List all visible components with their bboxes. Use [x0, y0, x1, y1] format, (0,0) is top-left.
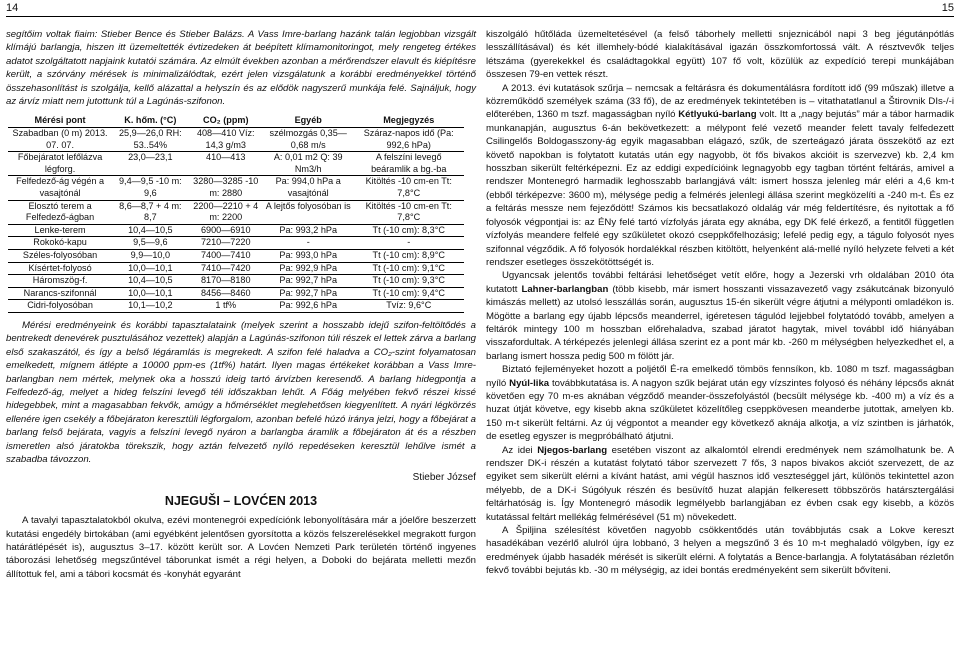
- table-cell: 1 tf%: [189, 300, 263, 313]
- table-cell: Pa: 992,7 hPa: [263, 275, 353, 288]
- table-row: [8, 152, 464, 176]
- intro-paragraph: segítőim voltak fiaim: Stieber Bence és Stieber Balázs. A Vass Imre-barlang hazánk talán legjobban vizsgált klímájú barlangja, hiszen itt üzemeltették évtizedeken át beépített klímamonitoringot, mely rengeteg értékes adatot szolgáltatott napjaink kutatói számára. Az elmúlt években azonban a mérőrendszer elavult és kiépítésre került, a szórvány mérések is minimalizálódtak, ezért jelen vizsgálatunk a korábbi eredményekkel történő összehasonlítást is szolgálja, kellő alázattal a helyszín és az elődök nagyszerű munkája felé. Sajnáljuk, hogy az árvíz miatt nem jutottunk túl a Lagúnás-szifonon.: [6, 29, 476, 108]
- text-span: (több kisebb, már ismert hosszanti vissazavezető vagy zsákutcának bizonyuló kimászás mellett) az utolsó lesszállás során, augusztus 15-én sikerült végre átjutni a mélyponti omladékon is. Mögötte a barlang egy újabb lépcsős meanderrel, igéretesen tágulód lejjebbel folytatódó tovább, amelyen a feltárók mintegy 100 m hosszban előrehaladva, szabad járatot hagytak, mivel továbbl idő hiányában visszafordultak. A térképezés jelenlegi állása szerint ez a pont már kb. -260 m mélységben helyezkedhet el, a barlang ismert hossza pedig 500 m fölött jár.: [486, 283, 954, 362]
- table-cell: Szabadban (0 m) 2013. 07. 07.: [8, 128, 112, 152]
- table-cell: 8170—8180: [189, 275, 263, 288]
- table-cell: Elosztó terem a Felfedező-ágban: [8, 200, 112, 224]
- table-header: Megjegyzés: [353, 115, 464, 127]
- right-paragraph-1: kiszolgáló hűtőláda üzemeltetésével (a felső táborhely melletti snjeznicából napi 3 beg jégutánpótlás lesszállításával) és két illemhely-bódé kialakításával igazán összkomfortossá vált. A résztvevők teljes létszáma (gyerekekkel és családtagokkal együtt) 107 fő volt, közülük az expedíció terepi munkájában összesen 79-en vettek részt.: [486, 29, 954, 81]
- table-cell: Tvíz: 9,6°C: [353, 300, 464, 313]
- table-cell: Főbejáratot lefőlázva légforg.: [8, 152, 112, 176]
- table-cell: Pa: 992,9 hPa: [263, 262, 353, 275]
- table-header: Egyéb: [263, 115, 353, 127]
- table-cell: szélmozgás 0,35—0,68 m/s: [263, 128, 353, 152]
- table-cell: 7410—7420: [189, 262, 263, 275]
- table-cell: 8,6—8,7 + 4 m: 8,7: [112, 200, 188, 224]
- right-paragraph-5: [486, 444, 954, 524]
- text-span: Biztató fejleményeket hozott a poljétől É-ra emelkedő tömbös fennsíkon, kb. 1080 m tszf. magasságban nyíló: [486, 364, 954, 389]
- table-cell: Száraz-napos idő (Pa: 992,6 hPa): [353, 128, 464, 152]
- table-cell: -: [263, 237, 353, 250]
- header-rule: [6, 16, 954, 17]
- table-cell: 9,9—10,0: [112, 249, 188, 262]
- text-span: esetében viszont az alkalomtól elrendi eredmények nem számolhatunk be. A rendszer DK-i részén a kutatást folytató tábor szervezett 7 fős, 3 napos bivakos akciót szervezett, de az egyiket sem sikerült elérni a kívánt hatást, ami végül hasznos idő veszteséggel járt, különös tekintettel azon mélyebb, de a DK-i Súgólyuk részén és besüvítő huzat alapján felkeresett többszörös határsztergálási feltárhatóság is. Így Montenegró második legmélyebb barlangjában ez évben csak egy kisebb, a közös kutatással feltárt mellékág felmérésével (51 m) növekedett.: [486, 444, 954, 523]
- table-cell: 10,4—10,5: [112, 275, 188, 288]
- table-cell: 7210—7220: [189, 237, 263, 250]
- table-cell: Tt (-10 cm): 9,3°C: [353, 275, 464, 288]
- table-row: [8, 287, 464, 300]
- table-cell: 9,5—9,6: [112, 237, 188, 250]
- table-cell: Felfedező-ág végén a vasajtónál: [8, 176, 112, 200]
- cave-name-bold: Njegos-barlang: [537, 444, 608, 456]
- text-span: volt. Itt a „nagy bejutás” már a tábor harmadik munkanapján, augusztus 6-án bekövetkezett: a mélypont felé vezető meander felett tavaly felfedezett Csilingelős Boldogasszony-ág egyik magasabban elágazó, szűk, de szerteágazó járata összekötő az ezt követő napokban is folytatott kutatás után egy nagyobb, öt fős bivakos akcióit is szervezve) kb. 2,4 km hosszban sikerült feltérképezni. Ez az eddigi expedícióink legnagyobb egy tagban történt feltárás, amivel a rendszer Montenegró harmadik leghosszabb barlangjává vált: ismert hossza jelenleg már eléri a 4,6 km-t (ebből térképezve: 3600 m), mélysége pedig a felmérés jelenlegi állása szerint megközelíti a -240 m-t. És ez a feltárás messze nem fejeződött! Számos kis becsatlakozó oldalág vár még feldertítésre, és nyitottak a fő folyosók végpontjai is: az ÉNy felé tartó vízfolyás járata egy aknába, egy DK felé érkező, a fentitől független vízfolyás meandere felfelé egy szűkületet okozó cseppkőfelhozásig; lefelé pedig egy, a tágulo folyosót nyes szifonnal végződik. A fő folyosók hordalékkal részben kitöltött, helyenként alá-mellé nyíló helyzete felveti a két rendszer esetleges összekötöttségét is.: [486, 109, 954, 268]
- table-cell: A: 0,01 m2 Q: 39 Nm3/h: [263, 152, 353, 176]
- right-paragraph-3: [486, 269, 954, 363]
- table-row: [8, 176, 464, 200]
- table-cell: Narancs-szifonnál: [8, 287, 112, 300]
- table-cell: Cidri-folyosóban: [8, 300, 112, 313]
- table-cell: 10,0—10,1: [112, 262, 188, 275]
- table-header-row: [8, 115, 464, 127]
- table-cell: 25,9—26,0 RH: 53..54%: [112, 128, 188, 152]
- table-cell: Pa: 992,6 hPa: [263, 300, 353, 313]
- table-cell: Kitöltés -10 cm-en Tt: 7,8°C: [353, 176, 464, 200]
- table-cell: 10,4—10,5: [112, 224, 188, 237]
- table-cell: 410—413: [189, 152, 263, 176]
- table-header: K. hőm. (°C): [112, 115, 188, 127]
- measurement-table: [8, 115, 464, 313]
- table-cell: Lenke-terem: [8, 224, 112, 237]
- table-cell: Tt (-10 cm): 8,3°C: [353, 224, 464, 237]
- right-column: [486, 28, 954, 578]
- text-span: Az idei: [502, 444, 538, 456]
- table-cell: Kitöltés -10 cm-en Tt: 7,8°C: [353, 200, 464, 224]
- table-header: CO₂ (ppm): [189, 115, 263, 127]
- table-cell: A lejtős folyosóban is: [263, 200, 353, 224]
- analysis-paragraph: Mérési eredményeink és korábbi tapasztalataink (melyek szerint a hosszabb idejű szifon-feltöltődés a bentrekedt denevérek pusztulásához vezettek) alapján a Lagúnás-szifonon túli részek el lettek zárva a barlang első szakaszától, és így a belső légáramlás is megrekedt. A szifon felé haladva a CO₂-szint folyamatosan emelkedett, mígnem átlépte a 10000 ppm-es (1tf%) határt. Ilyen magas értékeket korábban a Vass Imre-barlangban nem mértek, melynek oka a hosszú ideig tartó árvízben keresendő. A barlang hidegpontja a Felfedező-ág, melyet a hideg felszíni levegő téli időszakban lehűt. A Főág melyében fekvő részei kissé hidegebbek, mint a magasabban fekvők, amúgy a hőmérséklet meglehetősen kiegyenlített. A nyári légkörzés ellenére igen csekély a főbejáraton keresztüli légforgalom, azonban befelé húzó iránya jelzi, hogy a főbejárat a barlang felső bejárata, vagyis a felszíni levegő nyáron a barlangba áramlik a főbejáraton át és a részben ismeretlen alsó járatokba törekszik, hogy aztán felvezető nyíló repedéseken keresztül lehűlve ismét a szabadba távozzon.: [6, 319, 476, 465]
- table-cell: Tt (-10 cm): 8,9°C: [353, 249, 464, 262]
- table-cell: 10,1—10,2: [112, 300, 188, 313]
- table-cell: Tt (-10 cm): 9,1°C: [353, 262, 464, 275]
- table-row: [8, 275, 464, 288]
- table-row: [8, 249, 464, 262]
- table-cell: 2200—2210 + 4 m: 2200: [189, 200, 263, 224]
- text-span: A 2013. évi kutatások szűrja – nemcsak a feltárásra és dokumentálásra fordított idő (99 műszak) illetve a közreműködő személyek száma (33 fő), de az eredmények tekintetében is – vitathatatlanul a Štirovnik DIs-/-i előterében, 1360 m tszf. magasságban nyíló: [486, 82, 954, 121]
- table-header: Mérési pont: [8, 115, 112, 127]
- table-cell: Háromszög-f.: [8, 275, 112, 288]
- section-heading: NJEGUŠI – LOVĆEN 2013: [164, 493, 318, 508]
- table-row: [8, 128, 464, 152]
- table-cell: Kísértet-folyosó: [8, 262, 112, 275]
- right-paragraph-4: [486, 363, 954, 443]
- table-cell: 6900—6910: [189, 224, 263, 237]
- page-number-left: 14: [6, 2, 19, 14]
- table-cell: Széles-folyosóban: [8, 249, 112, 262]
- cave-name-bold: Kétlyukú-barlang: [678, 109, 757, 121]
- table-row: [8, 224, 464, 237]
- table-row: [8, 200, 464, 224]
- table-cell: Pa: 994,0 hPa a vasajtónál: [263, 176, 353, 200]
- right-paragraph-2: [486, 82, 954, 270]
- table-cell: 7400—7410: [189, 249, 263, 262]
- table-cell: Rokokó-kapu: [8, 237, 112, 250]
- table-cell: 23,0—23,1: [112, 152, 188, 176]
- table-cell: 3280—3285 -10 m: 2880: [189, 176, 263, 200]
- table-row: [8, 262, 464, 275]
- table-cell: 8456—8460: [189, 287, 263, 300]
- body-paragraph: A tavalyi tapasztalatokból okulva, ezévi montenegrói expedíciónk lebonyolítására már a jóelőre beszerzett kutatási engedély birtokában (ami egyébként jelentősen gyorsította a közös felszerelésekkel megrakott furgon határátlépését is), augusztus 3–17. között került sor. A Lovćen Nemzeti Park területén történő ingyenes táborozási lehetőség megszűntével táborunkat ismét a régi helyen, a Doboki do bejárata melletti mezőn állítottuk fel, ami a tábori kocsmát és -konyhát egyaránt: [6, 515, 476, 580]
- left-column: [6, 28, 476, 581]
- table-cell: 9,4—9,5 -10 m: 9,6: [112, 176, 188, 200]
- signature: Stieber József: [412, 472, 476, 484]
- text-span: Ugyancsak jelentős további feltárási lehetőséget vetít előre, hogy a Jezerski vrh oldalában 2010 óta kutatott: [486, 270, 954, 295]
- table-body: [8, 128, 464, 313]
- table-cell: A felszíni levegő beáramlik a bg.-ba: [353, 152, 464, 176]
- table-cell: 408—410 Víz: 14,3 g/m3: [189, 128, 263, 152]
- cave-name-bold: Nyúl-lika: [509, 377, 550, 389]
- table-cell: Pa: 992,7 hPa: [263, 287, 353, 300]
- table-cell: 10,0—10,1: [112, 287, 188, 300]
- table-cell: -: [353, 237, 464, 250]
- table-cell: Pa: 993,0 hPa: [263, 249, 353, 262]
- text-span: továbbkutatása is. A nagyon szűk bejárat után egy vízszintes folyosó és néhány lépcsős aknát követően egy 70 m-es aknában végződő meander-összefolyástól (becsült mélysége kb. -400 m) a víz és a huzat útját követve, egy kisebb akna szűkületet közelítőleg cseppkövesen meanderbe jutottak, amelyen kb. 150 m-t sikerült feltárni. Az új végpontot a meander egy következő aknája alkotja, a víz szintben is járhatók, de esetleg egyszer is megpróbálható átjutni.: [486, 377, 954, 443]
- right-paragraph-6: A Špiljina szélesítést követően nagyobb csökkentődés után továbbjutás csak a Lokve kereszt hasadékában vezérlő alulról újra lobbanó, 3 helyen a megszűnő 3 és 10 m-t meghaladó völgyben, így ez eredmények újabb hasadék mérését is sikerült elérni. A folytatás a Bence-barlangja. A folytatásában rézletőn fekvő további bejutás kb. -30 m mélységig, az idei bontás eredményeként sem sikerült bővíteni.: [486, 525, 954, 577]
- cave-name-bold: Lahner-barlangban: [521, 283, 609, 295]
- table-cell: Pa: 993,2 hPa: [263, 224, 353, 237]
- table-cell: Tt (-10 cm): 9,4°C: [353, 287, 464, 300]
- page-number-right: 15: [941, 2, 954, 14]
- table-row: [8, 237, 464, 250]
- table-row: [8, 300, 464, 313]
